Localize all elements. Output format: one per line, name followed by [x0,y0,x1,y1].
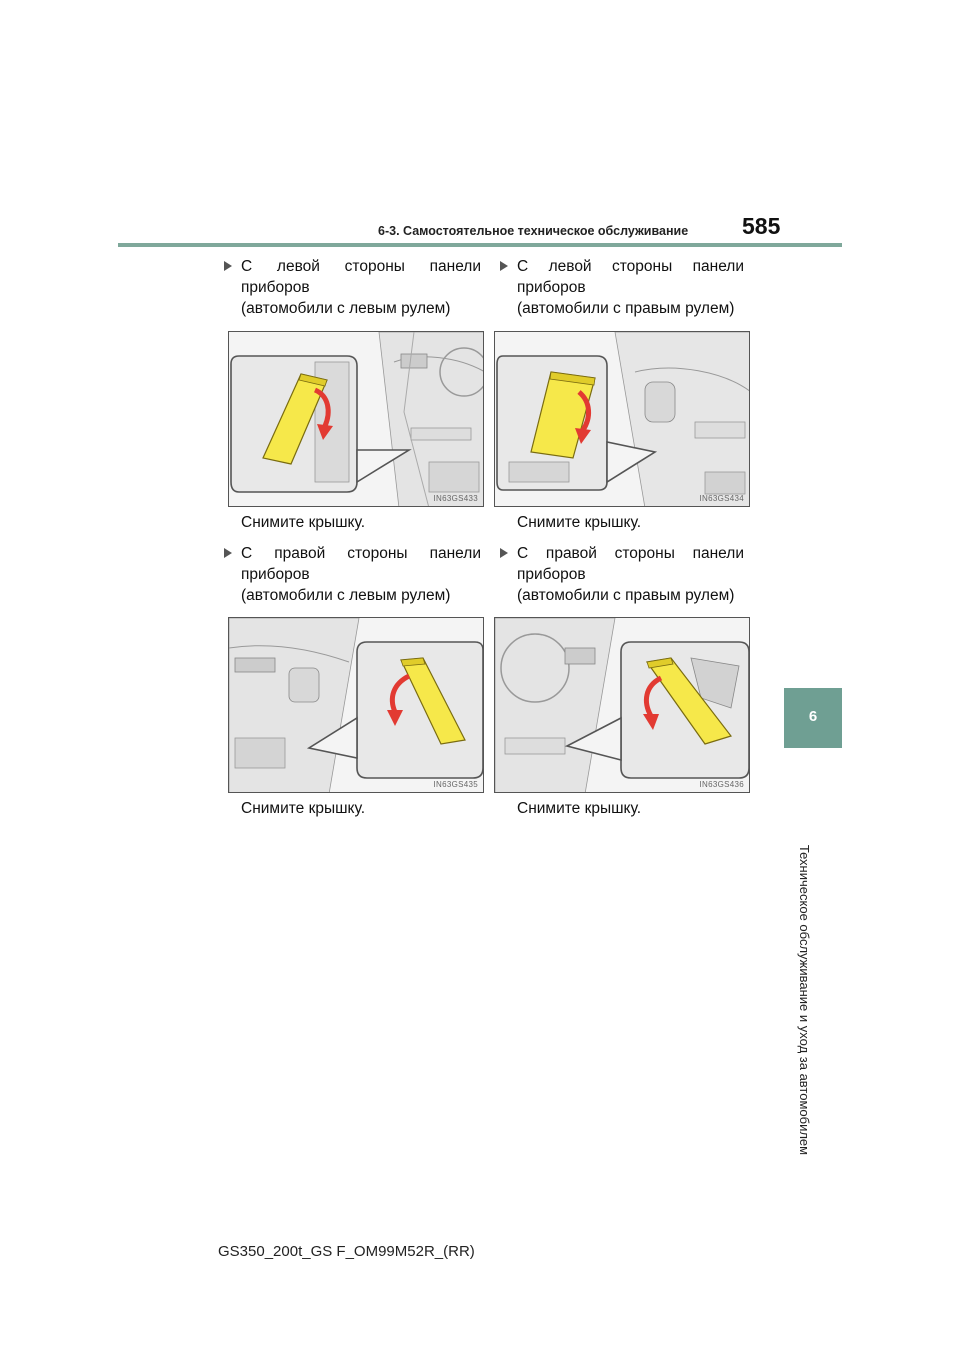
chapter-title: Техническое обслуживание и уход за автомобилем [797,844,812,1156]
cover-illustration [229,618,484,793]
caption-line: приборов [517,279,586,296]
bullet-triangle-icon [224,548,232,558]
page-number: 585 [742,213,781,239]
figure-code: IN63GS433 [433,494,478,503]
figure-left-panel-rhd [494,331,750,507]
caption-line: приборов [517,566,586,583]
caption-line: С левой стороны панели [517,258,744,275]
chapter-tab[interactable] [784,688,842,748]
caption-line: (автомобили с правым рулем) [517,300,735,317]
caption-line: (автомобили с правым рулем) [517,587,735,604]
bullet-triangle-icon [224,261,232,271]
cover-illustration [229,332,484,507]
figure-code: IN63GS436 [699,780,744,789]
bullet-triangle-icon [500,261,508,271]
figure-right-panel-rhd [494,617,750,793]
caption-line: (автомобили с левым рулем) [241,587,451,604]
caption-line: (автомобили с левым рулем) [241,300,451,317]
caption-line: приборов [241,279,310,296]
caption-right-panel-rhd [517,543,744,606]
instruction-text: Снимите крышку. [517,800,642,817]
instruction-text: Снимите крышку. [517,514,642,531]
cover-illustration [495,332,750,507]
caption-line: приборов [241,566,310,583]
caption-left-panel-lhd [241,256,481,319]
bullet-triangle-icon [500,548,508,558]
section-title: 6-3. Самостоятельное техническое обслуживание [378,224,689,238]
caption-line: С правой стороны панели [241,545,481,562]
caption-line: С левой стороны панели [241,258,481,275]
caption-line: С правой стороны панели [517,545,744,562]
figure-code: IN63GS434 [699,494,744,503]
figure-left-panel-lhd [228,331,484,507]
caption-left-panel-rhd [517,256,744,319]
document-code: GS350_200t_GS F_OM99M52R_(RR) [218,1243,475,1260]
header-rule [118,243,842,247]
instruction-text: Снимите крышку. [241,514,366,531]
caption-right-panel-lhd [241,543,481,606]
figure-right-panel-lhd [228,617,484,793]
figure-code: IN63GS435 [433,780,478,789]
cover-illustration [495,618,750,793]
instruction-text: Снимите крышку. [241,800,366,817]
chapter-number: 6 [808,708,818,725]
